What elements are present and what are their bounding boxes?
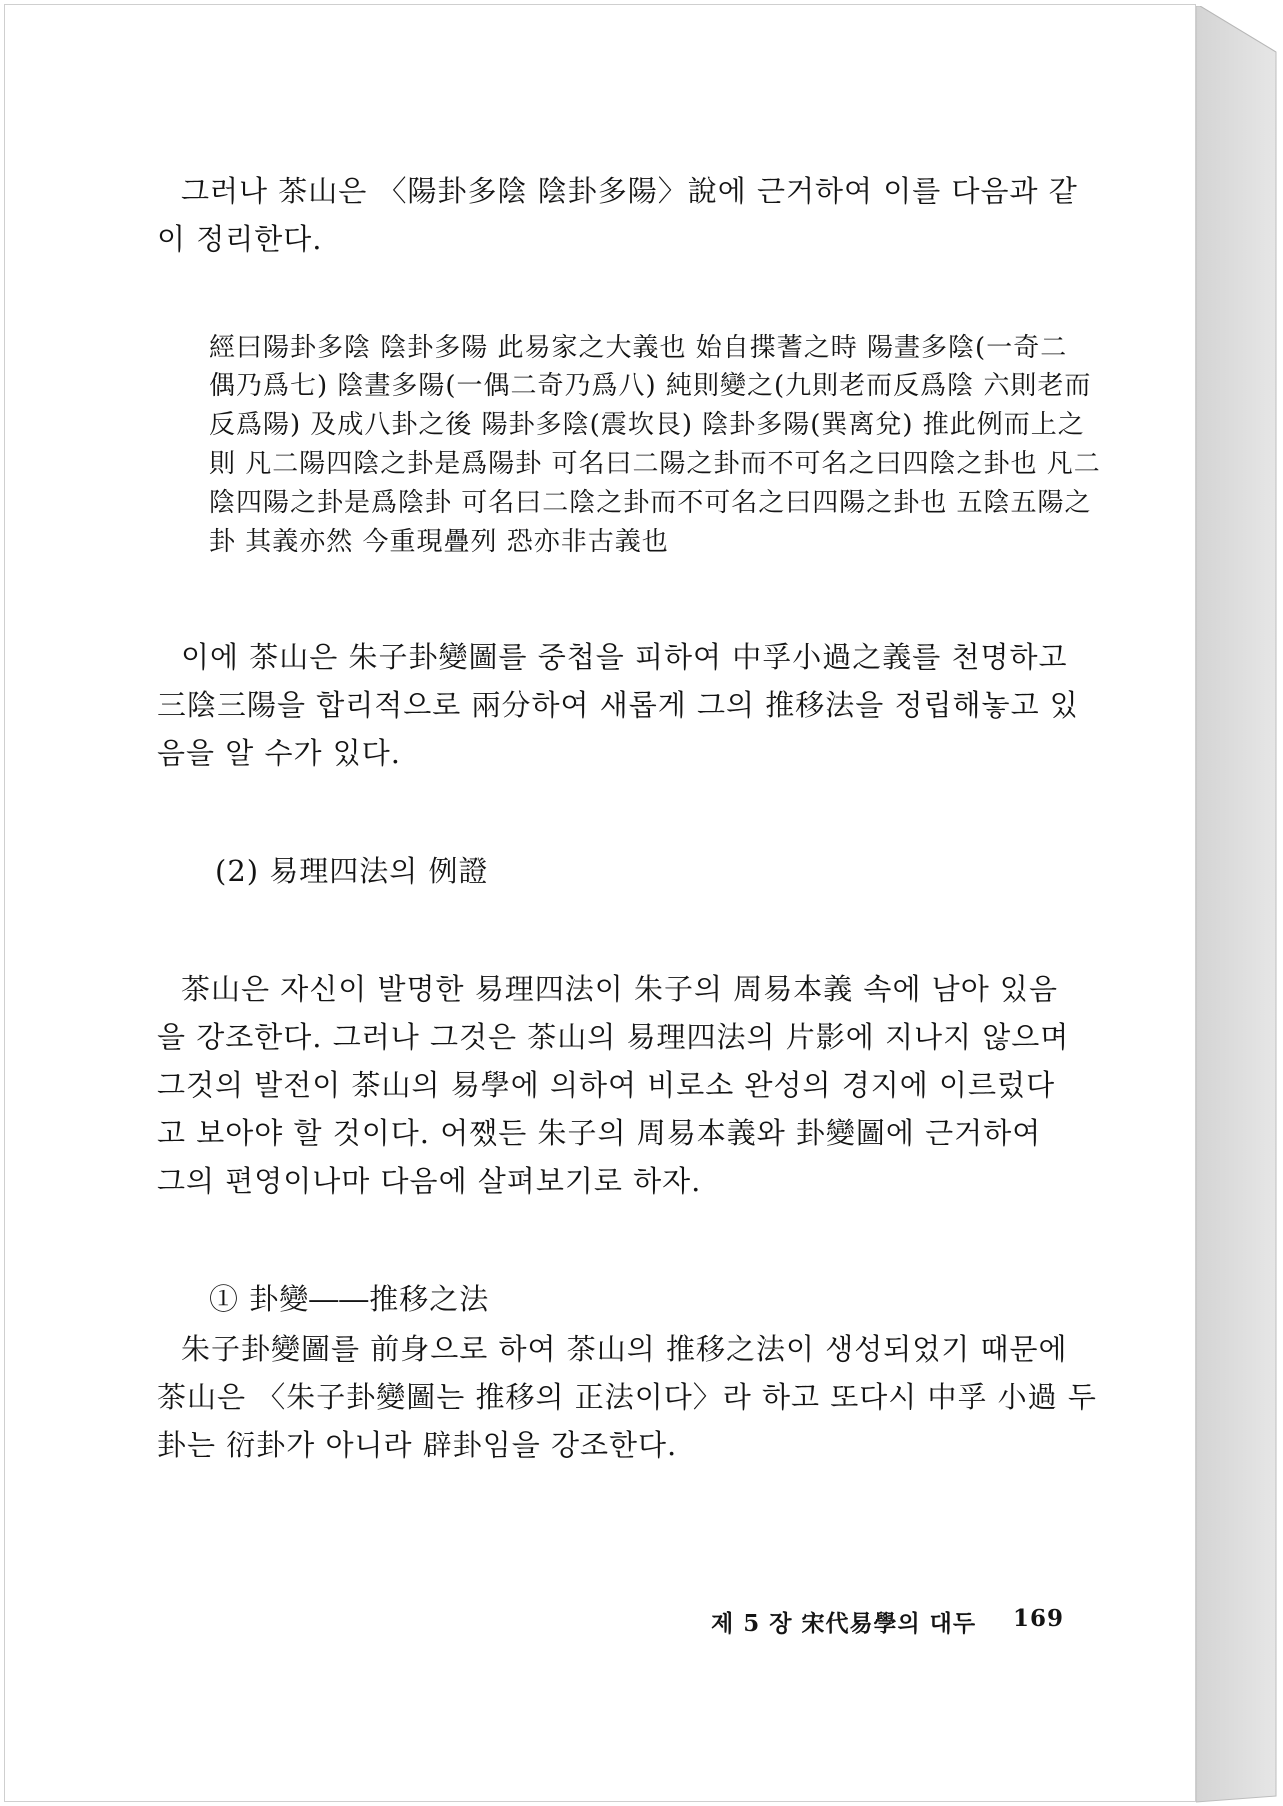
quote-line-6: 卦 其義亦然 今重現疊列 恐亦非古義也 — [209, 527, 669, 557]
paragraph-3-line-5: 그의 편영이나마 다음에 살펴보기로 하자. — [157, 1164, 702, 1198]
subsection-heading: ① 卦變――推移之法 — [209, 1282, 490, 1316]
paragraph-3-line-1: 茶山은 자신이 발명한 易理四法이 朱子의 周易本義 속에 남아 있음 — [181, 972, 1058, 1006]
quote-line-4: 則 凡二陽四陰之卦是爲陽卦 可名曰二陽之卦而不可名之曰四陰之卦也 凡二 — [209, 449, 1101, 479]
paragraph-3-line-4: 고 보아야 할 것이다. 어쨌든 朱子의 周易本義와 卦變圖에 근거하여 — [157, 1116, 1042, 1150]
page-edge-shape — [1196, 6, 1282, 1806]
paragraph-2-line-3: 음을 알 수가 있다. — [157, 736, 401, 770]
paragraph-1-line-2: 이 정리한다. — [157, 222, 323, 256]
paragraph-3-line-3: 그것의 발전이 茶山의 易學에 의하여 비로소 완성의 경지에 이르렀다 — [157, 1068, 1056, 1102]
paragraph-4-line-2: 茶山은 〈朱子卦變圖는 推移의 正法이다〉라 하고 또다시 中孚 小過 두 — [157, 1380, 1097, 1414]
running-head: 제 5 장 宋代易學의 대두 — [711, 1610, 977, 1637]
quote-line-1: 經曰陽卦多陰 陰卦多陽 此易家之大義也 始自揲蓍之時 陽晝多陰(一奇二 — [209, 333, 1068, 363]
paragraph-4-line-3: 卦는 衍卦가 아니라 辟卦임을 강조한다. — [157, 1428, 678, 1462]
paragraph-4-line-1: 朱子卦變圖를 前身으로 하여 茶山의 推移之法이 생성되었기 때문에 — [181, 1332, 1068, 1366]
book-page — [4, 4, 1196, 1802]
quote-line-3: 反爲陽) 及成八卦之後 陽卦多陰(震坎艮) 陰卦多陽(巽离兌) 推此例而上之 — [209, 410, 1085, 440]
paragraph-2-line-2: 三陰三陽을 합리적으로 兩分하여 새롭게 그의 推移法을 정립해놓고 있 — [157, 688, 1079, 722]
quote-line-2: 偶乃爲七) 陰晝多陽(一偶二奇乃爲八) 純則變之(九則老而反爲陰 六則老而 — [209, 371, 1092, 401]
section-heading: (2) 易理四法의 例證 — [215, 854, 489, 888]
quote-line-5: 陰四陽之卦是爲陰卦 可名曰二陰之卦而不可名之曰四陽之卦也 五陰五陽之 — [209, 488, 1092, 518]
paragraph-2-line-1: 이에 茶山은 朱子卦變圖를 중첩을 피하여 中孚小過之義를 천명하고 — [181, 640, 1068, 674]
paragraph-1-line-1: 그러나 茶山은 〈陽卦多陰 陰卦多陽〉說에 근거하여 이를 다음과 같 — [181, 174, 1078, 208]
paragraph-3-line-2: 을 강조한다. 그러나 그것은 茶山의 易理四法의 片影에 지나지 않으며 — [157, 1020, 1070, 1054]
page-number: 169 — [1013, 1605, 1065, 1632]
